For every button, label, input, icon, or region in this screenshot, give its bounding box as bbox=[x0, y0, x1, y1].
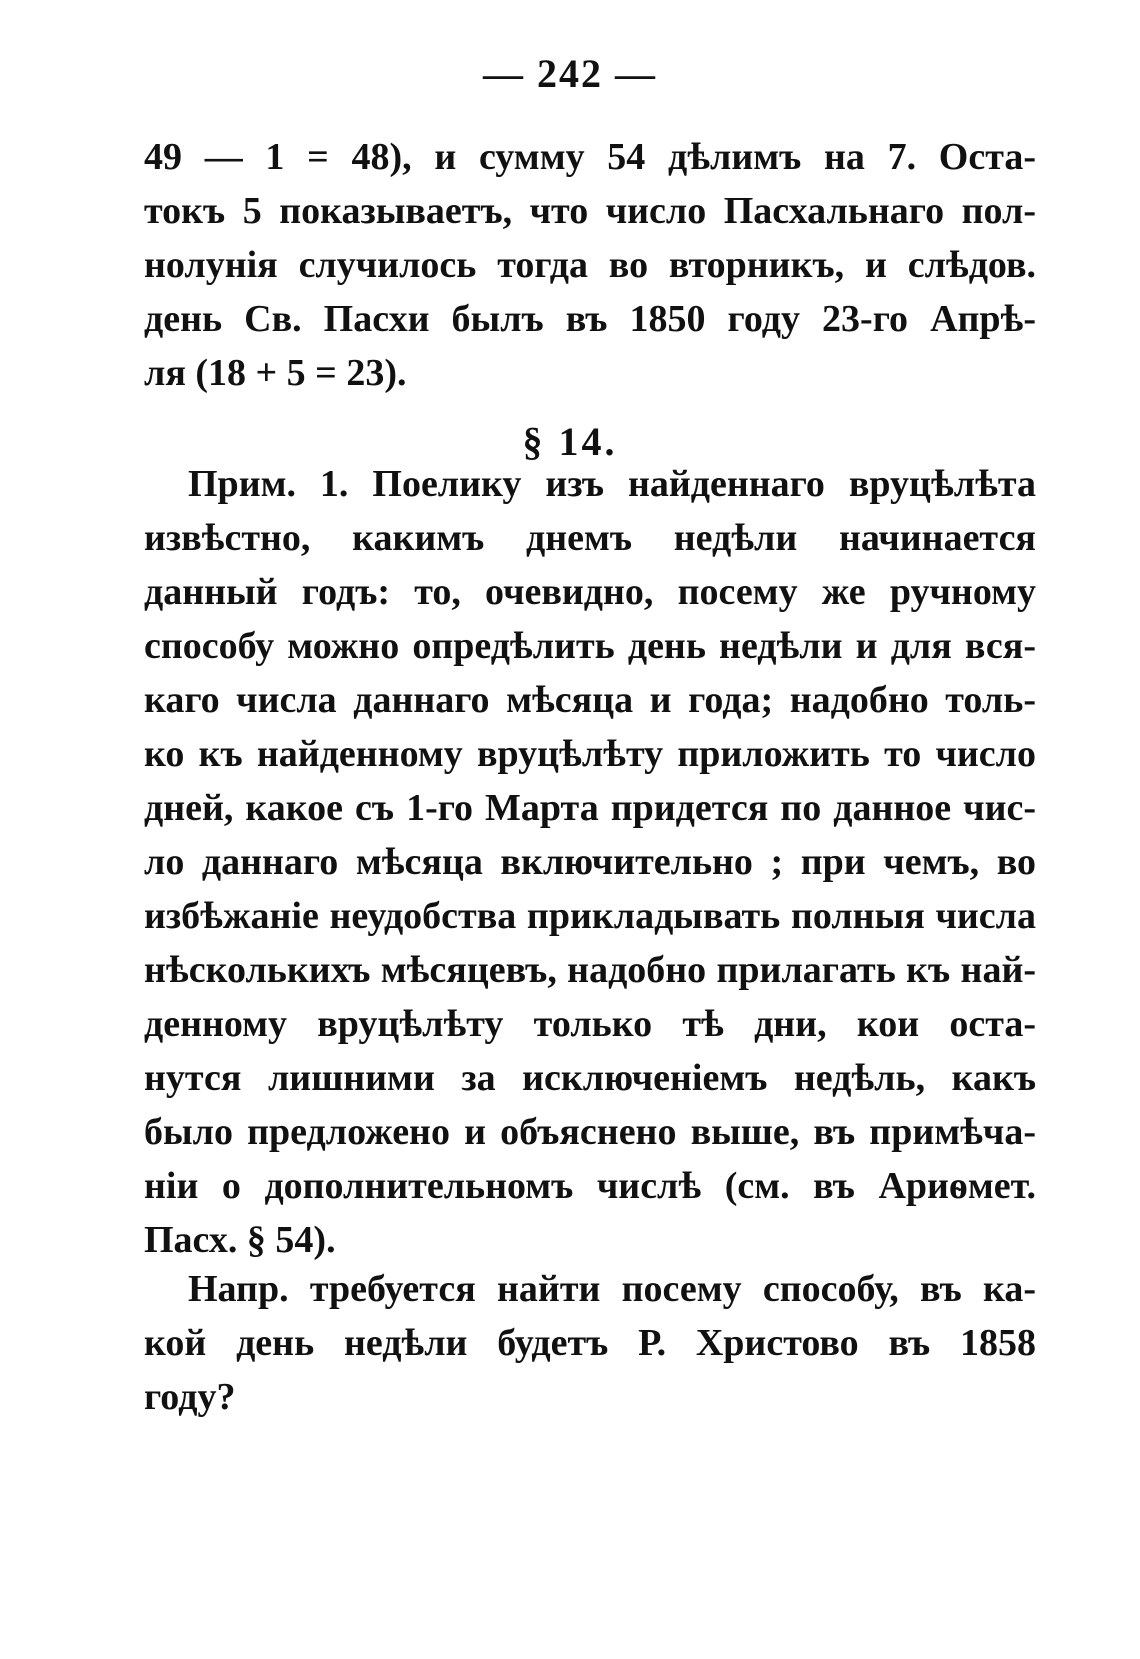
text-line: данный годъ: то, очевидно, посему же ручному bbox=[144, 571, 1036, 613]
text-line: Пасх. § 54). bbox=[144, 1219, 336, 1261]
text-line: нолунія случилось тогда во вторникъ, и слѣдов. bbox=[144, 244, 1036, 286]
text-line: денному вруцѣлѣту только тѣ дни, кои оста- bbox=[144, 1003, 1036, 1045]
page-number: — 242 — bbox=[483, 51, 657, 96]
text-line: ніи о дополнительномъ числѣ (см. въ Ариѳмет. bbox=[144, 1165, 1036, 1207]
text-line: ко къ найденному вруцѣлѣту приложить то число bbox=[144, 733, 1036, 775]
text-line: извѣстно, какимъ днемъ недѣли начинается bbox=[144, 517, 1036, 559]
text-line: ло даннаго мѣсяца включительно ; при чемъ, во bbox=[144, 841, 1036, 883]
note-paragraph bbox=[144, 457, 1036, 1267]
text-line: способу можно опредѣлить день недѣли и для вся- bbox=[144, 625, 1036, 667]
text-line: день Св. Пасхи былъ въ 1850 году 23-го Апрѣ- bbox=[144, 298, 1036, 340]
text-line: избѣжаніе неудобства прикладывать полныя числа bbox=[144, 895, 1036, 937]
text-line: нутся лишними за исключеніемъ недѣль, какъ bbox=[144, 1057, 1036, 1099]
text-line: дней, какое съ 1-го Марта придется по данное чис- bbox=[144, 787, 1036, 829]
text-line: году? bbox=[144, 1376, 236, 1418]
text-line: нѣсколькихъ мѣсяцевъ, надобно прилагать къ най- bbox=[144, 949, 1036, 991]
text-line: ля (18 + 5 = 23). bbox=[144, 352, 407, 394]
paragraph-continuation bbox=[144, 130, 1036, 400]
example-paragraph bbox=[144, 1262, 1036, 1424]
text-line: Напр. требуется найти посему способу, въ ка- bbox=[188, 1268, 1036, 1310]
text-line: 49 — 1 = 48), и сумму 54 дѣлимъ на 7. Оста- bbox=[144, 136, 1036, 178]
text-line: кой день недѣли будетъ Р. Христово въ 1858 bbox=[144, 1322, 1036, 1364]
text-line: Прим. 1. Поелику изъ найденнаго вруцѣлѣта bbox=[188, 463, 1036, 505]
text-line: каго числа даннаго мѣсяца и года; надобно толь- bbox=[144, 679, 1036, 721]
text-line: было предложено и объяснено выше, въ примѣча- bbox=[144, 1111, 1036, 1153]
text-line: токъ 5 показываетъ, что число Пасхальнаго пол- bbox=[144, 190, 1036, 232]
section-heading: § 14. bbox=[522, 419, 618, 464]
